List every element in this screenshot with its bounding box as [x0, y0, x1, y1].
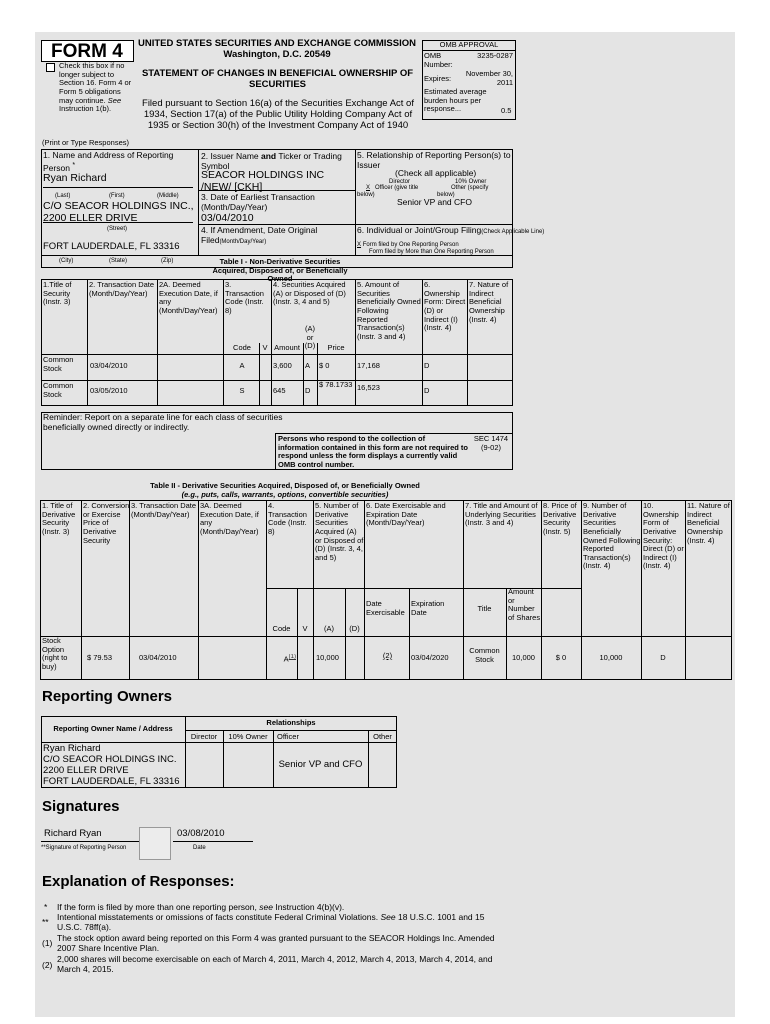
t2-header-owned: 9. Number of Derivative Securities Beneficially Owned Following Reported Transaction(s) (Instr. 4) — [583, 502, 641, 571]
t2-header-exercisable: 6. Date Exercisable and Expiration Date (Month/Day/Year) — [366, 502, 446, 528]
t2-row-expiration: 03/04/2020 — [411, 654, 449, 662]
footnote-mark: ** — [42, 917, 49, 927]
t2-row-und-amount: 10,000 — [512, 654, 535, 662]
t1-row2-owned: 16,523 — [357, 384, 380, 392]
checkbox-text: Check this box if no longer subject to Section 16. Form 4 or Form 5 obligations may continue. See Instruction 1(b). — [59, 61, 132, 114]
t1-header-date: 2. Transaction Date (Month/Day/Year) — [89, 281, 155, 298]
t1-row2-code: S — [239, 387, 245, 395]
middle-label: (Middle) — [157, 193, 179, 199]
first-label: (First) — [109, 193, 125, 199]
t1-row2-price: $ 78.1733 — [319, 381, 353, 389]
footnote-mark: (2) — [42, 960, 53, 970]
t2-sub-date-exercisable: Date Exercisable — [366, 600, 405, 617]
t1-header-deemed: 2A. Deemed Execution Date, if any (Month/Day/Year) — [159, 281, 218, 315]
signature-divider — [139, 827, 171, 860]
omb-number-label: OMB Number: — [424, 51, 453, 69]
expires-value: November 30, 2011 — [465, 69, 513, 87]
street-label: (Street) — [107, 226, 128, 232]
reporting-address: C/O SEACOR HOLDINGS INC., 2200 ELLER DRIVE — [43, 200, 194, 225]
expires-label: Expires: — [424, 74, 452, 83]
ro-owner-name: Ryan Richard — [43, 743, 101, 754]
t1-row1-code: A — [239, 362, 245, 370]
ro-col-officer: Officer — [277, 732, 299, 741]
t1-header-code: 3. Transaction Code (Instr. 8) — [225, 281, 264, 315]
t2-row-title: Stock Option (right to buy) — [42, 637, 68, 671]
officer-title: Senior VP and CFO — [397, 197, 472, 207]
burden-label: Estimated average burden hours per response... — [424, 87, 487, 114]
relationship-label: 5. Relationship of Reporting Person(s) to Issuer — [357, 150, 511, 170]
t2-row-price: $ 79.53 — [87, 654, 113, 662]
t2-sub-a: (A) — [324, 625, 334, 633]
t2-header-underlying: 7. Title and Amount of Underlying Securities (Instr. 3 and 4) — [465, 502, 538, 528]
t2-sub-v: V — [302, 625, 308, 633]
ro-officer-value: Senior VP and CFO — [278, 759, 363, 770]
t1-header-acquired: 4. Securities Acquired (A) or Disposed of (D) (Instr. 3, 4 and 5) — [273, 281, 346, 307]
t1-row1-aord: A — [305, 362, 311, 370]
reporting-owners-heading: Reporting Owners — [42, 688, 173, 705]
ro-owner-line-2: C/O SEACOR HOLDINGS INC. — [43, 754, 177, 765]
t1-header-owned: 5. Amount of Securities Beneficially Owned Following Reported Transaction(s) (Instr. 3 and 4) — [357, 281, 421, 341]
explanation-heading: Explanation of Responses: — [42, 873, 235, 890]
t2-sub-title: Title — [477, 605, 492, 613]
t2-row-num-a: 10,000 — [316, 654, 339, 662]
signature-date: 03/08/2010 — [177, 828, 225, 839]
t1-sub-v: V — [262, 344, 268, 352]
check-all-applicable: (Check all applicable) — [395, 168, 477, 178]
reporting-city-line: FORT LAUDERDALE, FL 33316 — [43, 241, 180, 252]
t2-header-date: 3. Transaction Date (Month/Day/Year) — [131, 502, 197, 519]
t1-row1-title: Common Stock — [43, 356, 74, 373]
t1-row1-price: $ 0 — [319, 362, 330, 370]
t1-sub-code: Code — [233, 344, 251, 352]
signature-label: **Signature of Reporting Person — [41, 845, 127, 851]
table2-title: Table II - Derivative Securities Acquired, Disposed of, or Beneficially Owned — [150, 481, 420, 490]
footnote-text: 2,000 shares will become exercisable on each of March 4, 2011, March 4, 2012, March 4, 2013, March 4, 2014, and March 4, 2015. — [57, 954, 493, 974]
t2-row-date: 03/04/2010 — [139, 654, 177, 662]
t1-row1-date: 03/04/2010 — [90, 362, 128, 370]
relationship-officer-check[interactable]: X — [366, 185, 371, 191]
form-title: FORM 4 — [51, 41, 123, 62]
ro-owner-line-4: FORT LAUDERDALE, FL 33316 — [43, 776, 180, 787]
t2-sub-code: Code — [272, 625, 291, 633]
group-filing-option-two[interactable]: Form filed by More than One Reporting Person — [369, 249, 494, 255]
t2-sub-d: (D) — [349, 625, 360, 633]
t2-header-der-price: 8. Price of Derivative Security (Instr. 5) — [543, 502, 577, 536]
omb-title: OMB APPROVAL — [439, 40, 499, 49]
t1-row2-date: 03/05/2010 — [90, 387, 128, 395]
last-label: (Last) — [55, 193, 71, 199]
state-label: (State) — [109, 258, 128, 264]
agency-name: UNITED STATES SECURITIES AND EXCHANGE COMMISSION — [138, 38, 416, 49]
earliest-transaction-date: 03/04/2010 — [201, 212, 254, 224]
group-filing-option-one[interactable]: X Form filed by One Reporting Person — [357, 242, 459, 248]
issuer-label: 2. Issuer Name and Ticker or Trading Symbol — [201, 151, 342, 171]
statement-title: STATEMENT OF CHANGES IN BENEFICIAL OWNERSHIP OF SECURITIES — [141, 68, 414, 90]
omb-number-value: 3235-0287 — [477, 51, 513, 60]
t2-header-deemed: 3A. Deemed Execution Date, if any (Month/Day/Year) — [200, 502, 259, 536]
agency-location: Washington, D.C. 20549 — [223, 49, 331, 60]
signatures-heading: Signatures — [42, 798, 120, 815]
t1-row2-aord: D — [305, 387, 311, 395]
t1-row1-amount: 3,600 — [273, 362, 292, 370]
t2-header-form: 10. Ownership Form of Derivative Security: Direct (D) or Indirect (I) (Instr. 4) — [643, 502, 684, 571]
t2-row-und-title: Common Stock — [469, 647, 500, 664]
reporting-person-label: 1. Name and Address of Reporting Person * — [43, 150, 174, 173]
t2-header-nature: 11. Nature of Indirect Beneficial Ownership (Instr. 4) — [687, 502, 730, 545]
ro-col-name: Reporting Owner Name / Address — [53, 724, 173, 733]
ro-col-relationships: Relationships — [266, 718, 316, 727]
t2-row-owned: 10,000 — [599, 654, 623, 662]
signature-date-label: Date — [193, 845, 206, 851]
t2-row-exercisable: (2) — [382, 652, 393, 660]
t1-header-nature: 7. Nature of Indirect Beneficial Ownership (Instr. 4) — [469, 281, 509, 324]
footnote-text: If the form is filed by more than one reporting person, see Instruction 4(b)(v). — [57, 902, 345, 912]
t1-row2-form: D — [424, 387, 430, 395]
form-page — [35, 32, 735, 1017]
table2-subtitle: (e.g., puts, calls, warrants, options, convertible securities) — [181, 490, 389, 499]
t1-sub-amount: Amount — [274, 344, 300, 352]
t1-row2-title: Common Stock — [43, 382, 74, 399]
t2-header-code: 4. Transaction Code (Instr. 8) — [268, 502, 307, 536]
relationship-director: Director — [389, 179, 411, 185]
amendment-label: 4. If Amendment, Date Original Filed(Month/Day/Year) — [201, 225, 318, 245]
footnote-mark: (1) — [42, 938, 53, 948]
reporting-person-name: Ryan Richard — [43, 172, 107, 184]
t2-row-der-price: $ 0 — [555, 654, 567, 662]
t2-sub-expiration: Expiration Date — [411, 600, 445, 617]
t2-sub-amount: Amount or Number of Shares — [508, 588, 541, 622]
relationship-other: Other (specify below) — [437, 185, 489, 198]
t2-header-title: 1. Title of Derivative Security (Instr. 3) — [42, 502, 76, 536]
filed-pursuant: Filed pursuant to Section 16(a) of the Securities Exchange Act of 1934, Section 17(a) of the Public Utility Holding Company Act of 1935 or Section 30(h) of the Investment Company Act of 1940 — [142, 98, 414, 131]
sec-code: SEC 1474 (9-02) — [473, 434, 509, 452]
signature-name: Richard Ryan — [44, 828, 102, 839]
t2-header-number: 5. Number of Derivative Securities Acquired (A) or Disposed of (D) (Instr. 3, 4, and 5) — [315, 502, 364, 562]
t1-header-form: 6. Ownership Form: Direct (D) or Indirect (I) (Instr. 4) — [424, 281, 466, 333]
issuer-value: SEACOR HOLDINGS INC /NEW/ [CKH] — [201, 169, 325, 194]
t1-row1-owned: 17,168 — [357, 362, 380, 370]
footnote-text: Intentional misstatements or omissions of facts constitute Federal Criminal Violations. See 18 U.S.C. 1001 and 15 U.S.C. 78ff(a). — [57, 912, 485, 932]
t1-row2-amount: 645 — [273, 387, 286, 395]
footnote-mark: * — [44, 902, 48, 912]
print-type: (Print or Type Responses) — [42, 138, 129, 147]
reminder-text: Reminder: Report on a separate line for each class of securities beneficially owned directly or indirectly. — [43, 412, 283, 432]
t2-row-code: $A^{(1)}$ — [283, 654, 296, 664]
burden-value: 0.5 — [501, 106, 512, 115]
ro-col-ten: 10% Owner — [228, 732, 268, 741]
t2-row-form: D — [660, 654, 666, 662]
zip-label: (Zip) — [161, 258, 174, 264]
no-longer-subject-checkbox[interactable] — [46, 63, 55, 72]
t1-row1-form: D — [424, 362, 430, 370]
group-filing-label: 6. Individual or Joint/Group Filing(Check Applicable Line) — [357, 225, 545, 235]
table1-title: Table I - Non-Derivative Securities Acquired, Disposed of, or Beneficially Owned — [212, 257, 348, 284]
earliest-transaction-label: 3. Date of Earliest Transaction (Month/Day/Year) — [201, 192, 315, 212]
t1-sub-price: Price — [327, 344, 345, 352]
city-label: (City) — [59, 258, 74, 264]
ro-col-other: Other — [373, 732, 392, 741]
footnote-text: The stock option award being reported on this Form 4 was granted pursuant to the SEACOR Holdings Inc. Amended 2007 Share Incentive Plan. — [57, 933, 495, 953]
t1-sub-aord: (A) or (D) — [304, 325, 316, 351]
relationship-officer: Officer (give title below) — [357, 185, 419, 198]
ro-col-director: Director — [190, 732, 218, 741]
ro-owner-line-3: 2200 ELLER DRIVE — [43, 765, 129, 776]
t1-header-title: 1.Title of Security (Instr. 3) — [43, 281, 72, 307]
relationship-ten-pct: 10% Owner — [455, 179, 487, 185]
t2-header-price: 2. Conversion or Exercise Price of Derivative Security — [83, 502, 130, 545]
persons-respond: Persons who respond to the collection of information contained in this form are not required to respond unless the form displays a currently valid OMB control number. — [278, 434, 469, 469]
